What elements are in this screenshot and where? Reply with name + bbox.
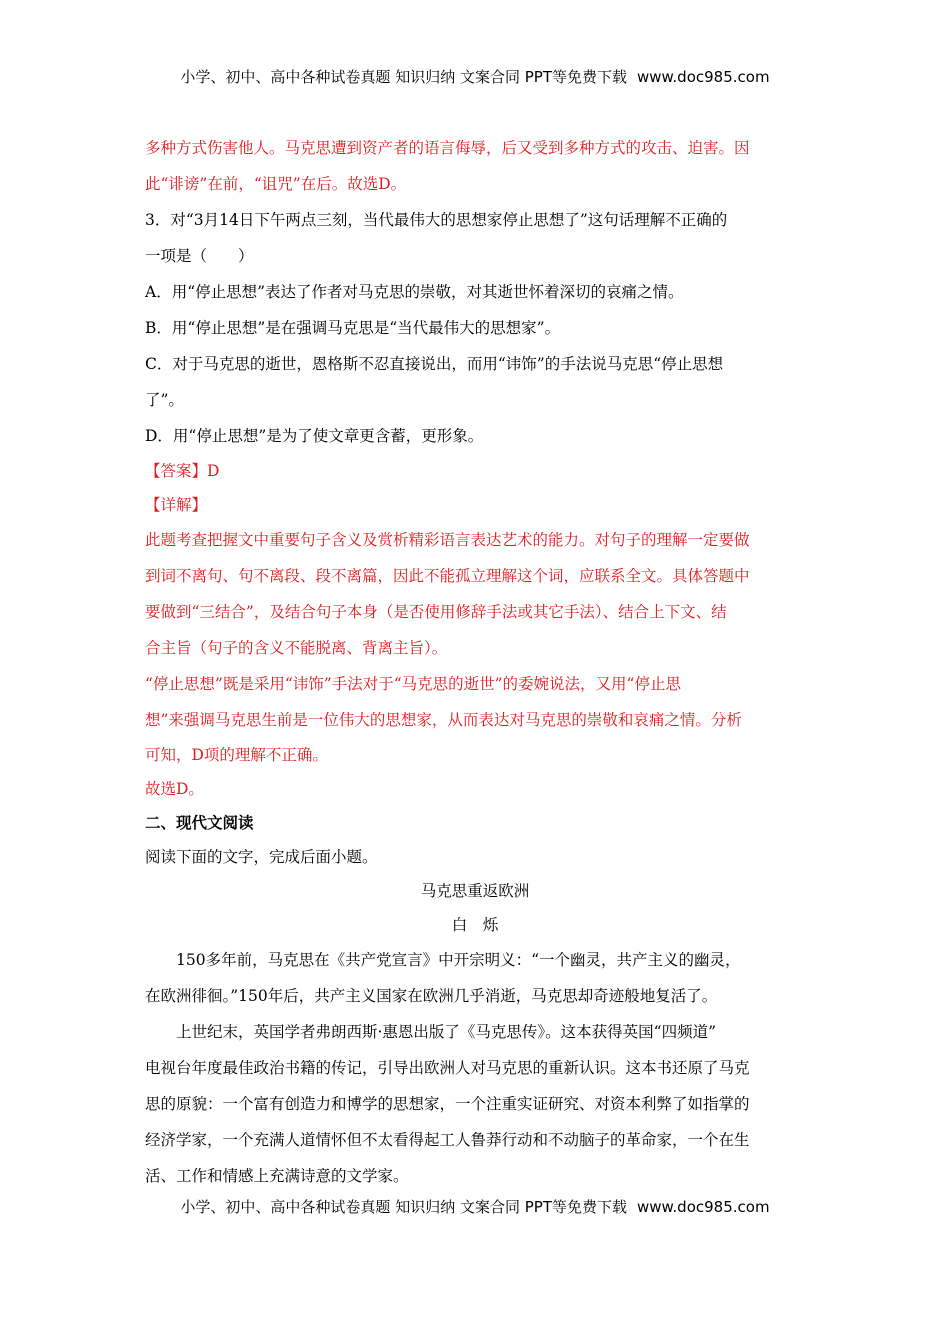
footer-text: 小学、初中、高中各种试卷真题 知识归纳 文案合同 PPT等免费下载 [180,1198,627,1216]
option-c-line-2: 了”。 [145,391,184,409]
detail-line-4: 合主旨（句子的含义不能脱离、背离主旨）。 [145,639,448,657]
detail-conclusion: 故选D。 [145,780,204,798]
article-para-2-line-3: 思的原貌：一个富有创造力和博学的思想家，一个注重实证研究、对资本利弊了如指掌的 [145,1095,750,1113]
page-body [145,130,805,1194]
page-header-bottom [0,1196,950,1217]
detail-line-3: 要做到“三结合”，及结合句子本身（是否使用修辞手法或其它手法）、结合上下文、结 [145,603,727,621]
section-heading: 二、现代文阅读 [145,813,254,832]
article-para-1-line-2: 在欧洲徘徊。”150年后，共产主义国家在欧洲几乎消逝，马克思却奇迹般地复活了。 [145,987,718,1005]
detail-line-7: 可知，D项的理解不正确。 [145,746,328,764]
article-para-2-line-2: 电视台年度最佳政治书籍的传记，引导出欧洲人对马克思的重新认识。这本书还原了马克 [145,1059,750,1077]
detail-line-6: 想”来强调马克思生前是一位伟大的思想家，从而表达对马克思的崇敬和哀痛之情。分析 [145,711,742,729]
article-para-1-line-1: 150多年前，马克思在《共产党宣言》中开宗明义：“一个幽灵，共产主义的幽灵， [176,951,741,969]
option-d: D．用“停止思想”是为了使文章更含蓄，更形象。 [145,427,484,445]
option-b: B．用“停止思想”是在强调马克思是“当代最伟大的思想家”。 [145,319,561,337]
question-3-stem-line-1: 3．对“3月14日下午两点三刻，当代最伟大的思想家停止思想了”这句话理解不正确的 [145,211,728,229]
footer-site: www.doc985.com [636,1198,770,1216]
detail-line-1: 此题考查把握文中重要句子含义及赏析精彩语言表达艺术的能力。对句子的理解一定要做 [145,531,750,549]
reading-instruction: 阅读下面的文字，完成后面小题。 [145,848,378,866]
option-a: A．用“停止思想”表达了作者对马克思的崇敬，对其逝世怀着深切的哀痛之情。 [145,283,684,301]
article-para-2-line-1: 上世纪末，英国学者弗朗西斯·惠恩出版了《马克思传》。这本获得英国“四频道” [176,1023,717,1041]
article-title: 马克思重返欧洲 [420,882,530,900]
detail-label: 【详解】 [145,496,208,514]
article-para-2-line-5: 活、工作和情感上充满诗意的文学家。 [145,1167,409,1185]
article-author: 白 烁 [451,916,499,934]
header-text: 小学、初中、高中各种试卷真题 知识归纳 文案合同 PPT等免费下载 [180,68,627,86]
explanation-line-2: 此“诽谤”在前，“诅咒”在后。故选D。 [145,175,407,193]
detail-line-2: 到词不离句、句不离段、段不离篇，因此不能孤立理解这个词，应联系全文。具体答题中 [145,567,750,585]
detail-line-5: “停止思想”既是采用“讳饰”手法对于“马克思的逝世”的委婉说法，又用“停止思 [145,675,681,693]
header-site: www.doc985.com [636,68,770,86]
answer-label: 【答案】D [145,462,220,480]
question-3-stem-line-2: 一项是（ ） [145,247,254,265]
explanation-line-1: 多种方式伤害他人。马克思遭到资产者的语言侮辱，后又受到多种方式的攻击、迫害。因 [145,139,750,157]
page-header-top [0,66,950,87]
article-para-2-line-4: 经济学家，一个充满人道情怀但不太看得起工人鲁莽行动和不动脑子的革命家，一个在生 [145,1131,750,1149]
option-c-line-1: C．对于马克思的逝世，恩格斯不忍直接说出，而用“讳饰”的手法说马克思“停止思想 [145,355,724,373]
